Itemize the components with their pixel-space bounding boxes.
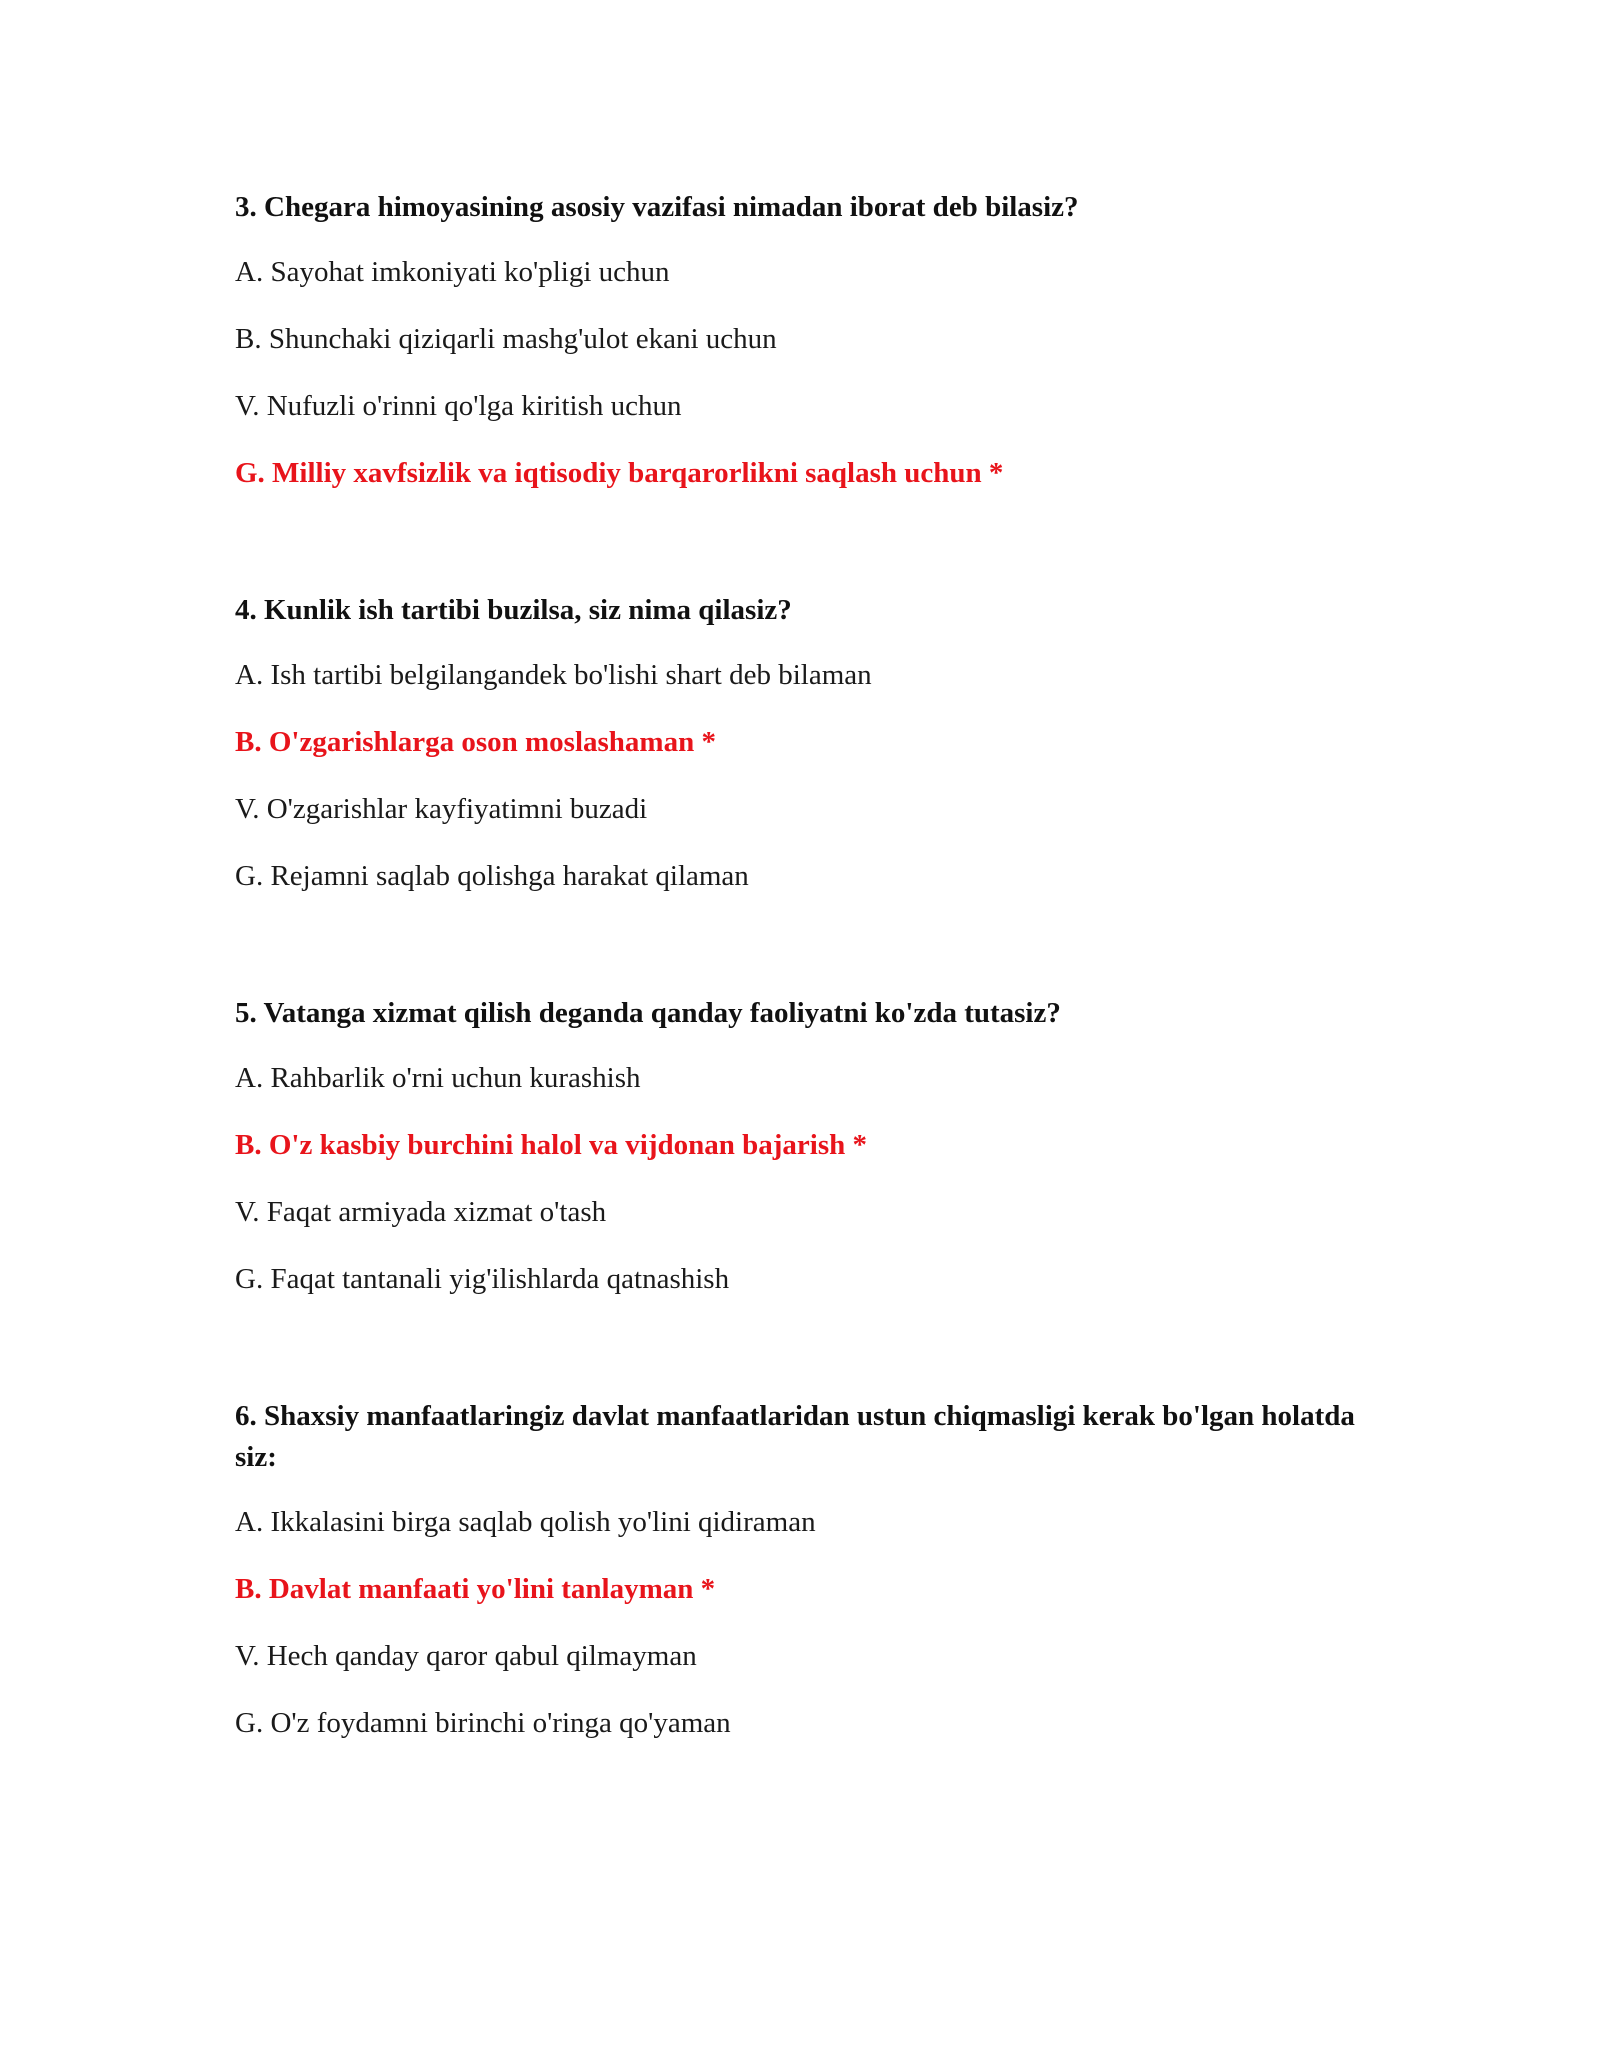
option-a: A. Sayohat imkoniyati ko'pligi uchun	[235, 256, 670, 288]
question-title: 5. Vatanga xizmat qilish deganda qanday faoliyatni ko'zda tutasiz?	[235, 997, 1061, 1029]
option-b-correct: B. O'zgarishlarga oson moslashaman *	[235, 726, 716, 758]
option-b-correct: B. Davlat manfaati yo'lini tanlayman *	[235, 1573, 716, 1605]
option-a: A. Ikkalasini birga saqlab qolish yo'lini qidiraman	[235, 1506, 816, 1538]
question-title: 3. Chegara himoyasining asosiy vazifasi nimadan iborat deb bilasiz?	[235, 191, 1079, 223]
question-4	[235, 590, 1395, 910]
option-g-correct: G. Milliy xavfsizlik va iqtisodiy barqarorlikni saqlash uchun *	[235, 457, 1004, 489]
option-g: G. Rejamni saqlab qolishga harakat qilaman	[235, 860, 749, 892]
question-6	[235, 1396, 1395, 1766]
option-a: A. Ish tartibi belgilangandek bo'lishi shart deb bilaman	[235, 659, 872, 691]
question-3	[235, 187, 1395, 507]
option-v: V. Faqat armiyada xizmat o'tash	[235, 1196, 607, 1228]
question-5	[235, 993, 1395, 1313]
option-v: V. Nufuzli o'rinni qo'lga kiritish uchun	[235, 390, 682, 422]
option-v: V. O'zgarishlar kayfiyatimni buzadi	[235, 793, 648, 825]
option-g: G. Faqat tantanali yig'ilishlarda qatnashish	[235, 1263, 730, 1295]
option-b: B. Shunchaki qiziqarli mashg'ulot ekani uchun	[235, 323, 777, 355]
question-title: 6. Shaxsiy manfaatlaringiz davlat manfaatlaridan ustun chiqmasligi kerak bo'lgan holatda siz:	[235, 1400, 1355, 1473]
option-b-correct: B. O'z kasbiy burchini halol va vijdonan bajarish *	[235, 1129, 867, 1161]
option-g: G. O'z foydamni birinchi o'ringa qo'yaman	[235, 1707, 731, 1739]
question-title: 4. Kunlik ish tartibi buzilsa, siz nima qilasiz?	[235, 594, 792, 626]
option-a: A. Rahbarlik o'rni uchun kurashish	[235, 1062, 641, 1094]
option-v: V. Hech qanday qaror qabul qilmayman	[235, 1640, 697, 1672]
